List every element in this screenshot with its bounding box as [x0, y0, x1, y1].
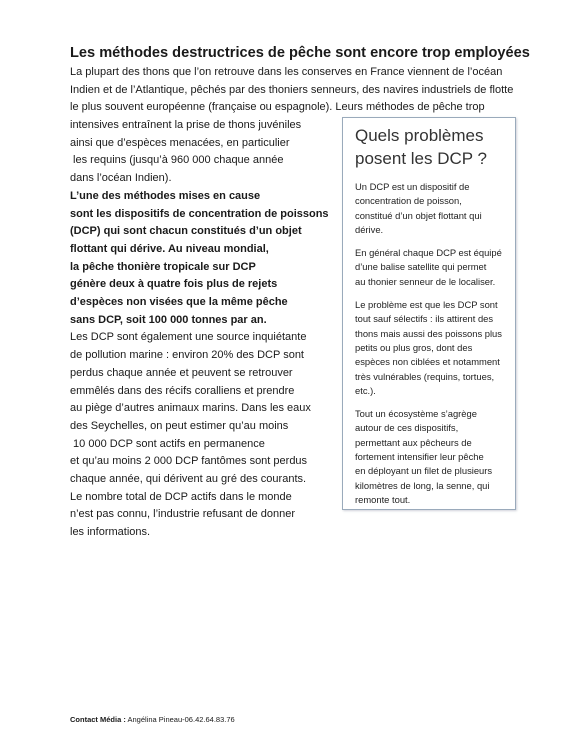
sidebar-box [342, 117, 516, 510]
body-line: des Seychelles, on peut estimer qu’au moins [70, 419, 289, 432]
sidebar-line: remonte tout. [355, 493, 411, 505]
sidebar-paragraph [355, 298, 505, 398]
body-line: flottant qui dérive. Au niveau mondial, [70, 242, 269, 255]
body-line: sans DCP, soit 100 000 tonnes par an. [70, 313, 267, 326]
body-line: Les DCP sont également une source inquiétante [70, 331, 307, 344]
body-line: Le nombre total de DCP actifs dans le monde [70, 490, 292, 503]
sidebar-paragraph [355, 180, 505, 237]
sidebar-line: petits ou plus gros, dont des [355, 341, 473, 353]
sidebar-title-line: posent les DCP ? [355, 149, 487, 168]
sidebar-line: En général chaque DCP est équipé [355, 247, 502, 259]
contact-label: Contact Média : [70, 715, 126, 724]
sidebar-line: thons mais aussi des poissons plus [355, 327, 502, 339]
sidebar-line: autour de ces dispositifs, [355, 422, 459, 434]
intro-paragraph [70, 64, 530, 117]
body-line: perdus chaque année et peuvent se retrouver [70, 366, 293, 379]
sidebar-paragraph [355, 246, 505, 289]
sidebar-line: Tout un écosystème s’agrège [355, 408, 477, 420]
body-line: la pêche thonière tropicale sur DCP [70, 260, 256, 273]
sidebar-paragraphs [355, 180, 505, 507]
sidebar-line: permettant aux pêcheurs de [355, 436, 472, 448]
body-line: génère deux à quatre fois plus de rejets [70, 278, 278, 291]
sidebar-paragraph [355, 407, 505, 507]
body-line: chaque année, qui dérivent au gré des courants. [70, 473, 307, 486]
sidebar-line: très vulnérables (requins, tortues, [355, 370, 495, 382]
body-line: 10 000 DCP sont actifs en permanence [70, 437, 265, 450]
body-line: n’est pas connu, l’industrie refusant de donner [70, 508, 296, 521]
body-line: de pollution marine : environ 20% des DCP sont [70, 349, 304, 362]
body-line: dans l’océan Indien). [70, 172, 172, 185]
sidebar-line: en déployant un filet de plusieurs [355, 465, 493, 477]
sidebar-line: kilomètres de long, la senne, qui [355, 479, 490, 491]
sidebar-line: Un DCP est un dispositif de [355, 181, 470, 192]
body-column [70, 117, 345, 542]
body-line: les requins (jusqu’à 960 000 chaque année [70, 154, 284, 167]
sidebar-line: d’une balise satellite qui permet [355, 261, 487, 273]
sidebar-line: etc.). [355, 384, 376, 396]
body-line: au piège d’autres animaux marins. Dans les eaux [70, 402, 311, 415]
sidebar-line: Le problème est que les DCP sont [355, 299, 498, 311]
body-line: sont les dispositifs de concentration de poissons [70, 207, 329, 220]
body-line: et qu’au moins 2 000 DCP fantômes sont perdus [70, 455, 308, 468]
article-title: Les méthodes destructrices de pêche sont encore trop employées [70, 45, 530, 61]
sidebar-line: concentration de poisson, [355, 195, 462, 207]
sidebar-line: au thonier senneur de le localiser. [355, 275, 496, 287]
body-line: les informations. [70, 526, 151, 539]
body-line: (DCP) qui sont chacun constitués d’un objet [70, 225, 302, 238]
sidebar-line: dérive. [355, 223, 384, 235]
intro-line: le plus souvent européenne (française ou espagnole). Leurs méthodes de pêche trop [70, 101, 485, 114]
media-contact [70, 715, 235, 724]
body-line: L’une des méthodes mises en cause [70, 189, 261, 202]
sidebar-line: espèces non ciblées et notamment [355, 356, 500, 368]
body-line: d’espèces non visées que la même pêche [70, 296, 288, 309]
sidebar-line: constitué d’un objet flottant qui [355, 209, 482, 221]
sidebar-title [355, 124, 505, 170]
sidebar-title-line: Quels problèmes [355, 126, 484, 145]
sidebar-line: fortement intensifier leur pêche [355, 451, 484, 463]
body-line: ainsi que d’espèces menacées, en particulier [70, 136, 290, 149]
body-line: emmêlés dans des récifs coralliens et prendre [70, 384, 295, 397]
intro-line: Indien et de l’Atlantique, pêchés par des thoniers senneurs, des navires industriels de flotte [70, 83, 514, 96]
intro-line: La plupart des thons que l’on retrouve dans les conserves en France viennent de l’océan [70, 66, 503, 78]
body-line: intensives entraînent la prise de thons juvéniles [70, 119, 302, 131]
contact-value: Angélina Pineau-06.42.64.83.76 [125, 715, 235, 724]
sidebar-line: tout sauf sélectifs : ils attirent des [355, 313, 494, 325]
